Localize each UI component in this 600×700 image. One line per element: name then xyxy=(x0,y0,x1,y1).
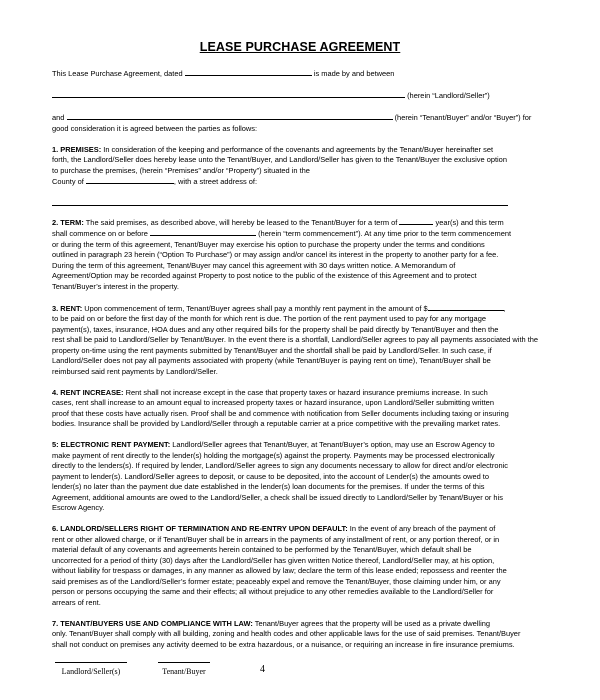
section-3-text-1b: , xyxy=(503,303,506,313)
section-2-text-4: outlined in paragraph 23 herein (“Option To Purchase”) or may assign and/or cancel its interest in the property to another party for a fee. xyxy=(52,250,499,259)
section-5-line-1 xyxy=(52,440,548,451)
section-1-line-1 xyxy=(52,145,548,156)
section-1-line-4 xyxy=(52,176,548,188)
section-6-text-1: In the event of any breach of the payment of xyxy=(349,524,496,533)
section-7-text-1: Tenant/Buyer agrees that the property will be used as a private dwelling xyxy=(254,618,491,628)
intro-between-label: is made by and between xyxy=(313,69,395,78)
section-3-text-6: Landlord/Seller does not pay all payments associated with property (while Tenant/Buyer is paying rent on time), Tenant/Buyer shall be xyxy=(52,356,491,365)
section-1-text-3: to purchase the premises, (herein “Premises” and/or “Property”) situated in the xyxy=(52,165,310,175)
section-6-text-2: rent or other allowed charge, or if Tenant/Buyer shall be in arrears in the payments of any installment of rent, or any portion thereof, or in xyxy=(52,534,500,544)
date-field[interactable] xyxy=(185,68,312,76)
tenant-name-field[interactable] xyxy=(67,112,393,120)
intro-line-3 xyxy=(52,112,548,124)
landlord-label: (herein “Landlord/Seller”) xyxy=(407,91,490,100)
section-1-heading: 1. PREMISES: xyxy=(52,144,102,154)
landlord-signature-label: Landlord/Seller(s) xyxy=(61,667,121,676)
section-3-line-1 xyxy=(52,303,548,315)
section-3-heading: 3. RENT: xyxy=(52,303,83,313)
section-4-text-1: Rent shall not increase except in the case that property taxes or hazard insurance premiums increase. In such xyxy=(125,387,488,397)
intro-line-4: good consideration it is agreed between the parties as follows: xyxy=(52,123,258,133)
intro-line-1 xyxy=(52,68,548,80)
section-5-text-5: lender(s) no later than the payment due date established in the lender(s) loan documents for the premises. If under the terms of this xyxy=(52,482,485,491)
section-6-heading: 6. LANDLORD/SELLERS RIGHT OF TERMINATION AND RE-ENTRY UPON DEFAULT: xyxy=(52,524,348,533)
section-3-text-1a: Upon commencement of term, Tenant/Buyer agrees shall pay a monthly rent payment in the amount of $ xyxy=(84,303,428,313)
commencement-date-field[interactable] xyxy=(150,228,256,236)
page-number: 4 xyxy=(260,664,265,675)
section-2-text-1b: year(s) and this term xyxy=(435,217,504,227)
section-4-text-2: cases, rent shall increase to an amount equal to increased property taxes or hazard insurance, upon Landlord/Seller submitting written xyxy=(52,398,494,407)
section-6-text-7: person or persons occupying the same and their effects; all without prejudice to any other remedies available to the Landlord/Seller for xyxy=(52,587,494,596)
section-2-text-2b: (herein “term commencement”). At any time prior to the term commencement xyxy=(258,229,512,238)
section-3-text-3: payment(s), taxes, insurance, HOA dues and any other required bills for the property shall be paid directly by Tenant/Buyer and then the xyxy=(52,324,499,334)
section-5-text-1: Landlord/Seller agrees that Tenant/Buyer, at Tenant/Buyer’s option, may use an Escrow Agency to xyxy=(172,440,495,449)
section-2-text-1a: The said premises, as described above, will hereby be leased to the Tenant/Buyer for a term of xyxy=(85,217,398,227)
section-6-text-5: without liability for trespass or damages, in any manner as allowed by law; declare the term of this lease ended; repossess and reenter the xyxy=(52,566,507,575)
section-5-text-7: Escrow Agency. xyxy=(52,503,105,512)
section-2-line-1 xyxy=(52,217,548,229)
section-2-text-6: Agreement/Option may be recorded against Property to post notice to the public of the existence of this Agreement and to protect xyxy=(52,271,477,280)
section-5-text-2: make payment of rent directly to the lender(s) holding the mortgage(s) against the property. Payments may be processed electronically xyxy=(52,450,495,460)
section-3-text-5: property on-time using the rent payments submitted by Tenant/Buyer and the shortfall shall be paid by Landlord/Seller. In such case, if xyxy=(52,345,492,355)
county-field[interactable] xyxy=(86,176,174,184)
intro-line-2 xyxy=(52,90,548,102)
section-6-line-1 xyxy=(52,524,548,535)
section-6-text-4: uncorrected for a period of thirty (30) days after the Landlord/Seller has given written Notice thereof, Landlord/Seller may, at his option, xyxy=(52,555,495,565)
rent-amount-field[interactable] xyxy=(428,303,504,311)
section-5-text-4: payment to lender(s). Landlord/Seller agrees to deposit, or cause to be deposited, into the account of Lender(s) the amounts owed to xyxy=(52,471,490,481)
section-5-heading: 5: ELECTRONIC RENT PAYMENT: xyxy=(52,440,171,449)
street-address-field[interactable] xyxy=(52,198,508,206)
section-7-text-2: only. Tenant/Buyer shall comply with all building, zoning and health codes and other applicable laws for the use of said premises. Tenant/Buyer xyxy=(52,629,521,638)
section-2-text-7: Tenant/Buyer’s interest in the property. xyxy=(52,281,179,291)
landlord-signature-block xyxy=(55,662,127,676)
section-3-text-7: reimbursed said rent payments by Landlord/Seller. xyxy=(52,366,218,376)
intro-dated-label: This Lease Purchase Agreement, dated xyxy=(52,69,183,78)
section-7-text-3: shall not conduct on premises any activity deemed to be extra hazardous, or a nuisance, or requiring an increase in fire insurance premiums. xyxy=(52,639,515,649)
and-label: and xyxy=(52,113,65,122)
tenant-signature-block xyxy=(158,662,210,676)
section-2-text-2a: shall commence on or before xyxy=(52,229,148,238)
page-footer xyxy=(0,662,600,692)
section-5-text-3: directly to the lenders(s). If required by lender, Landlord/Seller agrees to sign any documents necessary to allow for direct and/or electronic xyxy=(52,461,508,470)
section-4-heading: 4. RENT INCREASE: xyxy=(52,387,124,397)
term-years-field[interactable] xyxy=(399,217,433,225)
section-2-line-2 xyxy=(52,228,548,240)
document-body xyxy=(52,68,548,650)
section-6-text-8: arrears of rent. xyxy=(52,597,101,607)
section-7-line-1 xyxy=(52,619,548,630)
section-3-text-4: rest shall be paid to Landlord/Seller by Tenant/Buyer. In the event there is a shortfall, Landlord/Seller agrees to pay all payments associated with the xyxy=(52,335,539,344)
section-7-heading: 7. TENANT/BUYERS USE AND COMPLIANCE WITH LAW: xyxy=(52,618,253,628)
document-title: LEASE PURCHASE AGREEMENT xyxy=(199,40,401,54)
section-1-text-2: forth, the Landlord/Seller does hereby lease unto the Tenant/Buyer, and Landlord/Seller has given to the Tenant/Buyer the exclusive option xyxy=(52,155,507,164)
section-4-text-4: bodies. Insurance shall be provided by Landlord/Seller through a reputable carrier at a price competitive with the prevailing market rates. xyxy=(52,419,501,428)
tenant-initials-field[interactable] xyxy=(158,662,210,663)
tenant-label: (herein “Tenant/Buyer” and/or “Buyer”) for xyxy=(394,113,532,122)
section-6-text-6: said premises as of the Landlord/Seller’s former estate; peaceably expel and remove the Tenant/Buyer, those claiming under him, or any xyxy=(52,576,501,586)
landlord-name-field[interactable] xyxy=(52,90,405,98)
section-6-text-3: material default of any covenants and agreements herein contained to be performed by the Tenant/Buyer, which default shall be xyxy=(52,545,472,554)
section-4-line-1 xyxy=(52,388,548,399)
section-2-text-5: During the term of this agreement, Tenant/Buyer may cancel this agreement with 30 days written notice. A Memorandum of xyxy=(52,260,456,270)
tenant-signature-label: Tenant/Buyer xyxy=(162,667,206,676)
landlord-initials-field[interactable] xyxy=(55,662,127,663)
street-address-label: , with a street address of: xyxy=(173,177,258,186)
section-2-heading: 2. TERM: xyxy=(52,217,84,227)
section-3-text-2: to be paid on or before the first day of the month for which rent is due. The portion of the rent payment used to pay for any mortgage xyxy=(52,314,486,323)
county-label: County of xyxy=(52,177,84,186)
section-1-text-1: In consideration of the keeping and performance of the covenants and agreements by the Tenant/Buyer hereinafter set xyxy=(103,144,494,154)
section-2-text-3: or during the term of this agreement, Tenant/Buyer may exercise his option to purchase the property under the terms and conditions xyxy=(52,239,485,249)
section-5-text-6: Agreement, additional amounts are owed to the Landlord/Seller, a check shall be issued directly to Landlord/Seller by Tenant/Buyer or his xyxy=(52,492,503,502)
section-4-text-3: proof that these costs have actually risen. Proof shall be and commence with notification from Seller documents including taxing or insuring xyxy=(52,408,509,418)
